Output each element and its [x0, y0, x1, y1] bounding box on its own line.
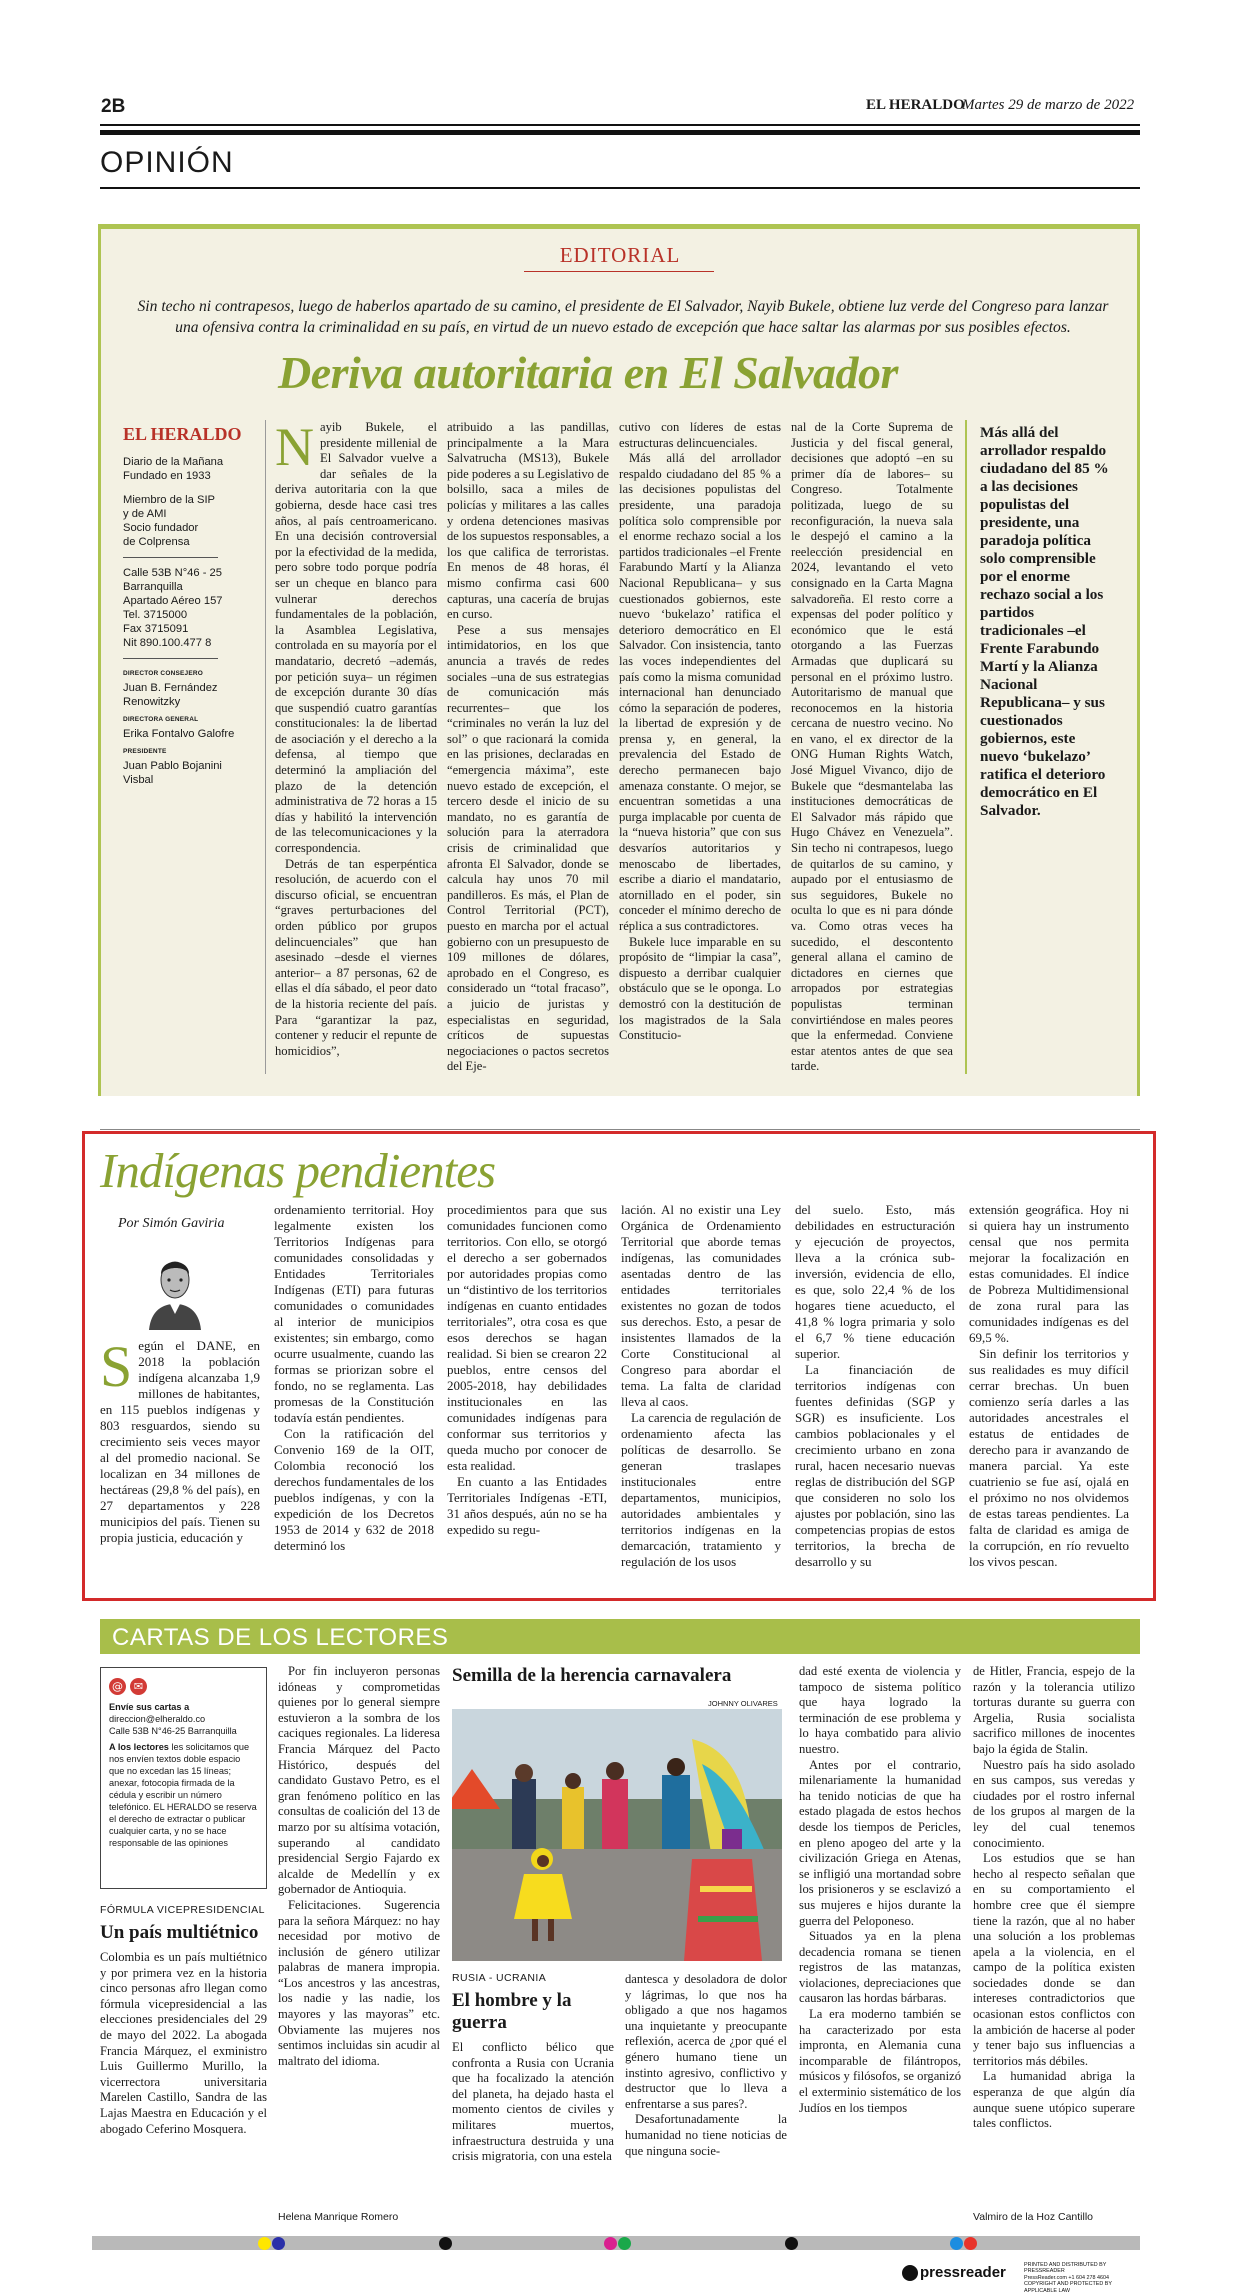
registration-dot: [618, 2237, 631, 2250]
letter-kicker: RUSIA - UCRANIA: [452, 1972, 547, 1984]
editorial-paragraph: nal de la Corte Suprema de Justicia y del fiscal general, decisiones que adoptó –en su primer día de labores– su Congreso. Totalmente politizada, luego de su reconfiguración, la nueva sala le despejó el camino a la reelección presidencial en 2024, levantando el veto consignado en la Carta Magna salvadoreña. El resto corre a expensas del poder político y económico que le está otorgando a las Fuerzas Armadas que duplicará su personal en el próximo lustro. Autoritarismo de manual que reconocemos en la historia cercana de nuestro vecino. No en vano, el ex director de la ONG Human Rights Watch, José Miguel Vivanco, dijo de Bukele que “desmantelaba las instituciones democráticas de El Salvador más rápido que Hugo Chávez en Venezuela”. Sin techo ni contrapesos, luego de quitarlos de su camino, y aupado por el entusiasmo de sus seguidores, Bukele no oculta lo que es ni para dónde va. Como otras veces ha sucedido, el descontento general allana el camino de dictadores en ciernes que arropados por estrategias populistas terminan convirtiéndose en males peores que la enfermedad. Conviene estar atentos antes de que sea tarde.: [791, 420, 953, 1074]
letter-paragraph: Desafortunadamente la humanidad no tiene noticias de que ninguna socie-: [625, 2112, 787, 2158]
header-rule: [100, 124, 1140, 126]
editorial-column-1: [275, 420, 437, 1080]
article-paragraph: procedimientos para que sus comunidades funcionen como territorios. Con ello, se otorgó el derecho a ser gobernados por autoridades propias como un “distintivo de los territorios indígenas en cuanto entidades territoriales”, otra cosa es que esos derechos se hagan realidad. Si bien se crearon 22 pueblos, entre censos del 2005-2018, hay debilidades institucionales en las comunidades indígenas para conformar sus territorios y queda mucho por conocer de esta realidad.: [447, 1202, 607, 1473]
staff-line: y de AMI: [123, 508, 167, 520]
article-paragraph: Con la ratificación del Convenio 169 de la OIT, Colombia reconoció los derechos fundamentales de los pueblos indígenas, y con la expedición de los Decretos 1953 de 2014 y 632 de 2018 determinó los: [274, 1426, 434, 1553]
carnival-photo: [452, 1709, 782, 1961]
staff-line: Fundado en 1933: [123, 470, 211, 482]
registration-dot: [785, 2237, 798, 2250]
article-column-4: [621, 1202, 781, 1592]
letter-paragraph: Antes por el contrario, milenariamente la humanidad ha tenido noticias de que ha estado plagada de estos hechos desde los tiempos de Pericles, en pleno apogeo del arte y la civilización Griega en Atenas, se infligió una mortandad sobre los prisioneros y se esclavizó a sus mujeres e hijos durante la guerra del Peloponeso.: [799, 1757, 961, 1928]
registration-dot: [439, 2237, 452, 2250]
info-heading: Envíe sus cartas a: [109, 1702, 190, 1712]
staff-address: Fax 3715091: [123, 623, 189, 635]
article-column-1: [100, 1338, 260, 1593]
masthead: EL HERALDO: [866, 97, 965, 113]
letter-signature: Helena Manrique Romero: [278, 2211, 399, 2223]
article-title: Indígenas pendientes: [100, 1143, 496, 1198]
editorial-paragraph: Más allá del arrollador respaldo ciudadano del 85 % a las decisiones populistas del presidente, una paradoja política solo comprensible por el enorme rechazo social a los partidos tradicionales –el Frente Farabundo Martí y la Alianza Nacional Republicana– y sus cuestionados gobiernos, este nuevo ‘bukelazo’ ratifica el deterioro democrático en El Salvador. Con insistencia, tanto las voces independientes del país como la misma comunidad internacional han denunciado cómo la separación de poderes, la libertad de expresión y de prensa y, en general, la prevalencia del Estado de derecho permanecen bajo amenaza constante. O mejor, se encuentran sometidas a una purga implacable por cuenta de la “nueva historia” que con sus desvaríos autoritarios y menoscabo de libertades, escribe a diario el mandatario, atornillado en el poder, sin conceder el mínimo derecho de réplica a sus contradictores.: [619, 451, 781, 933]
staff-address: Barranquilla: [123, 581, 183, 593]
article-paragraph: La financiación de territorios indígenas con fuentes definidas (SGP y SGR) es insuficiente. Los cambios poblacionales y el crecimiento urbano en zona rural, hacen necesario nuevas reglas de distribución del SGP que consideren no solo los ajustes por población, sino las competencias propias de estos territorios, la brecha de desarrollo y su: [795, 1362, 955, 1569]
staff-line: Diario de la Mañana: [123, 456, 224, 468]
editorial-column-2: [447, 420, 609, 1080]
letters-title: CARTAS DE LOS LECTORES: [112, 1624, 449, 1651]
staff-role: DIRECTOR CONSEJERO: [123, 670, 204, 677]
publication-date: Martes 29 de marzo de 2022: [962, 97, 1135, 113]
staff-divider: [123, 658, 218, 659]
staff-line: Socio fundador: [123, 522, 199, 534]
section-divider: [100, 1129, 1140, 1130]
page-number: 2B: [101, 96, 126, 117]
fineprint-line: PressReader.com +1 604 278 4604: [1024, 2274, 1109, 2281]
article-paragraph: La carencia de regulación de ordenamiento afecta las políticas de desarrollo. Se generan traslapes institucionales entre departamentos, municipios, autoridades ambientales y territorios indígenas en la demarcación, tratamiento y regulación de los usos: [621, 1410, 781, 1569]
letter-paragraph: El conflicto bélico que confronta a Rusia con Ucrania que ha focalizado la atención del planeta, ha dejado hasta el momento cientos de civiles y militares muertos, infraestructura destruida y una crisis migratoria, con una estela: [452, 2040, 614, 2164]
editorial-paragraph: Detrás de tan esperpéntica resolución, de acuerdo con el discurso oficial, se encuentran “graves perturbaciones del orden público por grupos delincuenciales” que han asesinado –desde el viernes anterior– a 87 personas, 62 de ellas el día sábado, el peor dato de la historia reciente del país. Para “garantizar la paz, contener y reducir el repunte de homicidios”,: [275, 856, 437, 1058]
article-column-2: [274, 1202, 434, 1592]
envelope-icon: ✉: [130, 1678, 147, 1695]
author-portrait: [143, 1244, 207, 1330]
staff-line: de Colprensa: [123, 536, 190, 548]
photo-credit: JOHNNY OLIVARES: [708, 1699, 778, 1708]
staff-name: Erika Fontalvo Galofre: [123, 728, 235, 740]
editorial-kicker: EDITORIAL: [559, 243, 681, 267]
staff-brand: EL HERALDO: [123, 424, 242, 444]
info-address: Calle 53B N°46-25 Barranquilla: [109, 1726, 237, 1736]
fineprint-line: PRINTED AND DISTRIBUTED BY PRESSREADER: [1024, 2262, 1107, 2275]
article-paragraph: egún el DANE, en 2018 la población indígena alcanzaba 1,9 millones de habitantes, en 115 pueblos indígenas y 803 resguardos, siendo su crecimiento seis veces mayor al del promedio nacional. Se localizan en 34 millones de hectáreas (29,8 % del país), en 27 departamentos y 228 municipios del país. Tienen su propia justicia, educación y: [100, 1338, 260, 1545]
article-column-5: [795, 1202, 955, 1592]
letters-info-box: [100, 1667, 267, 1889]
letter-paragraph: Felicitaciones. Sugerencia para la señora Márquez: no hay necesidad por motivo de inclusión de género utilizar palabras de manera impropia. “Los ancestros y las ancestras, los nadie y las nadie, los mayores y las mayoras” etc. Obviamente las mujeres nos sentimos incluidas sin acudir al maltrato del idioma.: [278, 1897, 440, 2068]
letter-paragraph: dantesca y desoladora de dolor y lágrimas, lo que nos ha obligado a que nos hagamos una inquietante y preocupante reflexión, acerca de ¿por qué el género humano tiene un instinto agresivo, conflictivo y destructor que lo lleva a enfrentarse a sus pares?.: [625, 1972, 787, 2111]
letter-paragraph: La era moderno también se ha caracterizado por esta impronta, en Alemania cuna incomparable de filántropos, músicos y filósofos, se organizó el exterminio sistemático de los Judíos en los tiempos: [799, 2007, 961, 2115]
editorial-lead: Sin techo ni contrapesos, luego de haberlos apartado de su camino, el presidente de El Salvador, Nayib Bukele, obtiene luz verde del Congreso para lanzar una ofensiva contra la criminalidad en su país, en virtud de un nuevo estado de excepción que hace saltar las alarmas por sus posibles efectos.: [137, 298, 1109, 336]
article-paragraph: extensión geográfica. Hoy ni si quiera hay un instrumento censal que nos permita mejorar la focalización en estas comunidades. El índice de Pobreza Multidimensional de zona rural para las comunidades indígenas es del 69,5 %.: [969, 1202, 1129, 1345]
article-paragraph: En cuanto a las Entidades Territoriales Indígenas -ETI, 31 años después, aún no se ha expedido su regu-: [447, 1474, 607, 1537]
letter-paragraph: Los estudios que se han hecho al respecto señalan que en su comportamiento el hombre cree que él siempre tiene la razón, que al no haber una solución a los problemas apela a la violencia, en el campo de la política existen sociedades donde se dan intereses contradictorios que ocasionan estos conflictos con la ambición de hacerse al poder y tener bajo sus influencias a territorios más débiles.: [973, 1851, 1135, 2068]
pullquote-divider: [965, 420, 967, 1074]
letter-hombre-guerra: [452, 1972, 614, 2210]
staff-name: Juan Pablo Bojanini: [123, 760, 222, 772]
letter-paragraph: La humanidad abriga la esperanza de que algún día aunque suene utópico superare tales conflictos.: [973, 2069, 1135, 2131]
registration-dot: [272, 2237, 285, 2250]
staff-line: Miembro de la SIP: [123, 494, 216, 506]
editorial-paragraph: ayib Bukele, el presidente millenial de El Salvador vuelve a dar señales de la deriva autoritaria con la que gobierna, desde hace casi tres años, al país centroamericano. En una decisión controversial por la efectividad de la medida, pero sobre todo porque podría ser un cheque en blanco para vulnerar derechos fundamentales de la población, la Asamblea Legislativa, controlada en su mayoría por el mandatario, decretó –además, por petición suya– un régimen de excepción durante 30 días que suspendió cuatro garantías constitucionales: la de libertad de asociación y el derecho a la defensa, al tiempo que determinó la ampliación del plazo de la detención administrativa de 72 horas a 15 días y habilitó la intervención de las telecomunicaciones y la correspondencia.: [275, 420, 437, 856]
pressreader-icon: [902, 2265, 918, 2281]
staff-role: PRESIDENTE: [123, 748, 167, 755]
letter-multietnico-column-2: [278, 1664, 440, 2206]
editorial-paragraph: atribuido a las pandillas, principalmente a la Mara Salvatrucha (MS13), Bukele pide poderes a su Legislativo de bolsillo, saca a miles de policías y militares a las calles y ordena detenciones masivas de los supuestos responsables, a los que califica de terroristas. En menos de 48 horas, él mismo confirma casi 600 capturas, una cacería de brujas en curso.: [447, 420, 609, 622]
editorial-pullquote: Más allá del arrollador respaldo ciudadano del 85 % a las decisiones populistas del presidente, una paradoja política solo comprensible por el enorme rechazo social a los partidos tradicionales –el Frente Farabundo Martí y la Alianza Nacional Republicana– y sus cuestionados gobiernos, este nuevo ‘bukelazo’ ratifica el deterioro democrático en El Salvador.: [980, 424, 1109, 819]
registration-dot: [950, 2237, 963, 2250]
editorial-paragraph: cutivo con líderes de estas estructuras delincuenciales.: [619, 420, 781, 450]
column-divider: [265, 420, 266, 1074]
article-paragraph: lación. Al no existir una Ley Orgánica de Ordenamiento Territorial que aborde temas indígenas, las comunidades asentadas dentro de las entidades territoriales existentes no gozan de todos sus derechos. Esto, a pesar de insistentes llamados de la Corte Constitucional al Congreso para abordar el tema. La falta de claridad lleva al caos.: [621, 1202, 781, 1409]
article-column-6: [969, 1202, 1129, 1592]
letter-column-final: [973, 1664, 1135, 2209]
editorial-headline: Deriva autoritaria en El Salvador: [278, 347, 898, 398]
staff-address: Calle 53B N°46 - 25: [123, 567, 222, 579]
article-column-3: [447, 1202, 607, 1592]
section-rule: [100, 187, 1140, 189]
pressreader-logo: pressreader: [920, 2264, 1006, 2281]
staff-name: Renowitzky: [123, 696, 181, 708]
letter-column-continued: [799, 1664, 961, 2226]
letter-paragraph: Nuestro país ha sido asolado en sus campos, sus veredas y ciudades por el rostro infernal de los grupos al margen de la ley del cual tenemos conocimiento.: [973, 1757, 1135, 1850]
editorial-kicker-rule: [524, 271, 714, 272]
staff-address: Tel. 3715000: [123, 609, 188, 621]
staff-box: [123, 424, 253, 787]
article-paragraph: del suelo. Esto, más debilidades en estructuración y ejecución de proyectos, lleva a la crónica sub-inversión, evidencia de ello, es que, solo 22,4 % de los hogares tiene acueducto, el 41,8 % logra primaria y solo el 6,7 % tiene educación superior.: [795, 1202, 955, 1361]
registration-dot: [604, 2237, 617, 2250]
pressreader-fineprint: [1024, 2262, 1144, 2294]
registration-dot: [964, 2237, 977, 2250]
article-byline: Por Simón Gaviria: [118, 1216, 225, 1231]
letter-hombre-guerra-column-2: [625, 1972, 787, 2226]
registration-dot: [258, 2237, 271, 2250]
editorial-paragraph: Pese a sus mensajes intimidatorios, en los que anuncia a través de redes sociales –una de sus estrategias de comunicación más recurrentes– que los “criminales no verán la luz del sol” o que racionará la comida en las prisiones, declaradas en “emergencia máxima”, este nuevo estado de excepción, el tercero desde el inicio de su mandato, no es garantía de solución para la aterradora crisis de criminalidad que afronta El Salvador, donde se calcula hay unos 70 mil pandilleros. Es más, el Plan de Control Territorial (PCT), puesto en marcha por el actual gobierno con un presupuesto de 109 millones de dólares, aprobado en el Congreso, es considerado un “total fracaso”, a juicio de juristas y especialistas en seguridad, críticos de supuestas negociaciones o pactos secretos del Eje-: [447, 622, 609, 1074]
article-dropcap: S: [100, 1338, 133, 1399]
staff-name: Visbal: [123, 774, 154, 786]
staff-address: Nit 890.100.477 8: [123, 637, 212, 649]
editorial-paragraph: Bukele luce imparable en su propósito de “limpiar la casa”, dispuesto a derribar cualquier obstáculo que se le oponga. Lo demostró con la destitución de los magistrados de la Sala Constitucio-: [619, 934, 781, 1043]
info-bold-start: A los lectores: [109, 1742, 169, 1752]
staff-name: Juan B. Fernández: [123, 682, 218, 694]
letter-paragraph: Colombia es un país multiétnico y por primera vez en la historia cinco personas afro llegan como fórmula vicepresidencial a las elecciones presidenciales del 29 de mayo del 2022. La abogada Francia Márquez, el exministro Luis Guillermo Murillo, la vicerrectora universitaria Marelen Castillo, Sandra de las Lajas Maestra en Educación y el abogado Ceferino Mosquera.: [100, 1950, 267, 2136]
info-email[interactable]: direccion@elheraldo.co: [109, 1714, 206, 1724]
staff-divider: [123, 557, 218, 558]
letter-paragraph: de Hitler, Francia, espejo de la razón y la tolerancia utilizo torturas durante su guerra con Argelia, Rusia socialista sacrifico millones de inocentes bajo la égida de Stalin.: [973, 1664, 1135, 1756]
letter-kicker: FÓRMULA VICEPRESIDENCIAL: [100, 1904, 265, 1916]
editorial-column-3: [619, 420, 781, 1080]
letter-title: El hombre y la guerra: [452, 1990, 572, 2033]
info-body: les solicitamos que nos envíen textos doble espacio que no excedan las 15 líneas; anexar, fotocopia firmada de la cédula y escribir un número telefónico. EL HERALDO se reserva el derecho de extractar o publicar cualquier carta, y no se hace responsable de las opiniones: [109, 1742, 257, 1848]
editorial-dropcap: N: [275, 420, 314, 477]
editorial-column-4: [791, 420, 953, 1080]
article-paragraph: ordenamiento territorial. Hoy legalmente existen los Territorios Indígenas para comunidades consolidadas y Entidades Territoriales Indígenas (ETI) para futuras comunidades o comunidades al interior de municipios existentes; sin embargo, como ocurre usualmente, cuando las formas se priorizan sobre el fondo, no se reglamenta. Las promesas de la Constitución todavía están pendientes.: [274, 1202, 434, 1425]
letter-title: Un país multiétnico: [100, 1922, 259, 1943]
letter-paragraph: Situados ya en la plena decadencia romana se tienen registros de las matanzas, violaciones, depreciaciones que causaron las hordas bárbaras.: [799, 1929, 961, 2006]
letter-multietnico: [100, 1904, 267, 2138]
letter-signature: Valmiro de la Hoz Cantillo: [973, 2211, 1094, 2223]
header-rule-thick: [100, 130, 1140, 135]
staff-role: DIRECTORA GENERAL: [123, 716, 199, 723]
fineprint-line: COPYRIGHT AND PROTECTED BY APPLICABLE LAW: [1024, 2281, 1112, 2294]
section-title: OPINIÓN: [100, 146, 234, 179]
letter-paragraph: Por fin incluyeron personas idóneas y comprometidas quienes por lo general siempre estuvieron a la sombra de los caciques regionales. La lideresa Francia Márquez del Pacto Histórico, después del candidato Gustavo Petro, es el gran fenómeno político en las consultas de coalición del 13 de marzo por su altísima votación, superando al candidato presidencial Sergio Fajardo ex alcalde de Medellín y ex gobernador de Antioquia.: [278, 1664, 440, 1897]
letter-paragraph: dad esté exenta de violencia y tampoco de sistema político que haya logrado la terminación de ese problema y lo haya combatido para alivio nuestro.: [799, 1664, 961, 1756]
staff-address: Apartado Aéreo 157: [123, 595, 223, 607]
article-paragraph: Sin definir los territorios y sus realidades es muy difícil cerrar brechas. Un buen comienzo sería darles a las autoridades ancestrales el estatus de entidades de derecho para ir avanzando de manera parcial. Ya este cuatrienio se fue así, ojalá en el próximo no nos olvidemos de estas tareas pendientes. La falta de claridad es amiga de la corrupción, en río revuelto los vivos pescan.: [969, 1346, 1129, 1569]
photo-caption-title: Semilla de la herencia carnavalera: [452, 1665, 732, 1686]
at-icon: @: [109, 1678, 126, 1695]
